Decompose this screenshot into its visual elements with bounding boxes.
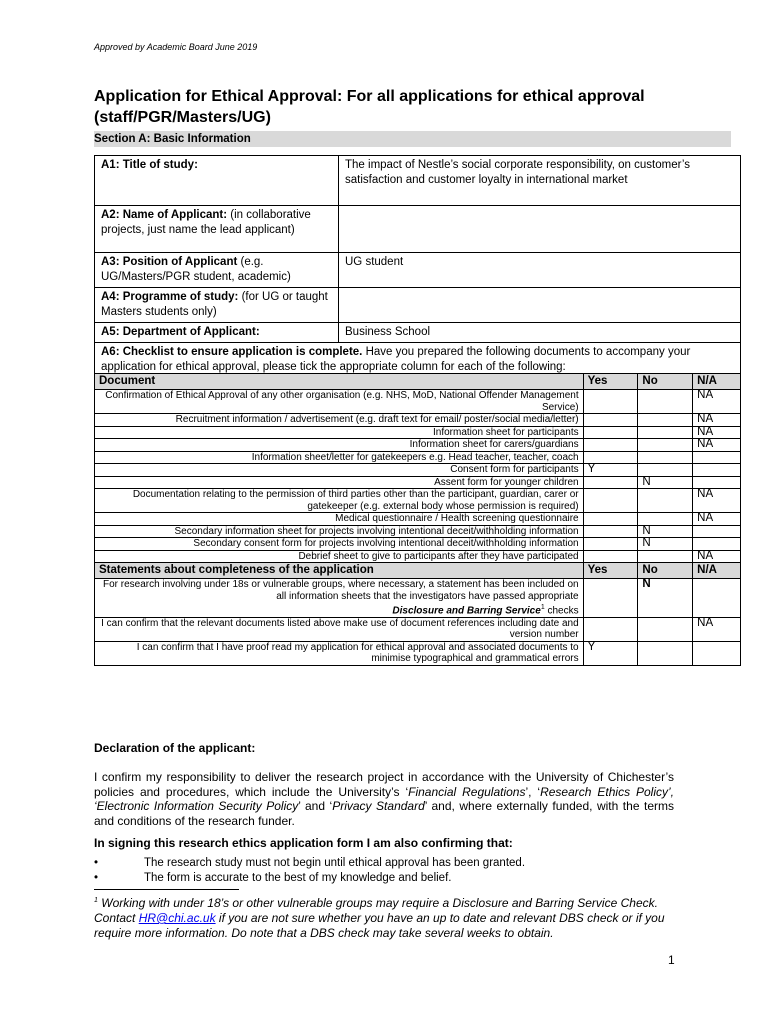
declaration-heading: Declaration of the applicant:: [94, 741, 256, 755]
tick-yes[interactable]: [583, 525, 638, 538]
info-row: [95, 253, 741, 288]
signing-heading: In signing this research ethics application form I am also confirming that:: [94, 836, 513, 850]
document-name: Secondary information sheet for projects involving intentional deceit/withholding information: [95, 525, 584, 538]
tick-no[interactable]: [638, 414, 693, 427]
section-a-heading: Section A: Basic Information: [94, 131, 731, 147]
tick-na[interactable]: NA: [693, 617, 741, 641]
tick-no[interactable]: [638, 550, 693, 563]
checklist-row: [95, 426, 741, 439]
tick-no[interactable]: N: [638, 525, 693, 538]
column-header-na: N/A: [693, 374, 741, 390]
document-name: Information sheet for carers/guardians: [95, 439, 584, 452]
tick-yes[interactable]: [583, 414, 638, 427]
tick-yes[interactable]: [583, 550, 638, 563]
info-value[interactable]: Business School: [339, 323, 741, 343]
tick-no[interactable]: N: [638, 579, 693, 618]
checklist-row: [95, 476, 741, 489]
column-header-na: N/A: [693, 563, 741, 579]
tick-no[interactable]: N: [638, 476, 693, 489]
tick-yes[interactable]: [583, 579, 638, 618]
tick-yes[interactable]: [583, 617, 638, 641]
statement-text: I can confirm that the relevant documents listed above make use of document references including date and version number: [95, 617, 584, 641]
info-row: [95, 206, 741, 253]
tick-no[interactable]: [638, 617, 693, 641]
basic-information-table: [94, 155, 741, 378]
bullet-text: The research study must not begin until ethical approval has been granted.: [144, 857, 526, 869]
statements-header-row: [95, 563, 741, 579]
info-value[interactable]: [339, 288, 741, 323]
tick-no[interactable]: N: [638, 538, 693, 551]
checklist-row: [95, 525, 741, 538]
document-name: Consent form for participants: [95, 464, 584, 477]
column-header-no: No: [638, 374, 693, 390]
column-header-yes: Yes: [583, 563, 638, 579]
document-name: Recruitment information / advertisement (e.g. draft text for email/ poster/social media/letter): [95, 414, 584, 427]
checklist-body: [95, 390, 741, 563]
document-name: Secondary consent form for projects involving intentional deceit/withholding information: [95, 538, 584, 551]
tick-na[interactable]: [693, 464, 741, 477]
checklist-row: [95, 451, 741, 464]
tick-na[interactable]: NA: [693, 426, 741, 439]
a6-checklist-intro: A6: Checklist to ensure application is complete. Have you prepared the following documents to accompany your application for ethical approval, please tick the appropriate column for each of the following:: [95, 343, 741, 378]
bullet-text: The form is accurate to the best of my knowledge and belief.: [144, 872, 452, 884]
tick-no[interactable]: [638, 464, 693, 477]
checklist-row: [95, 464, 741, 477]
footnote-separator: [94, 889, 239, 890]
tick-na[interactable]: [693, 538, 741, 551]
tick-na[interactable]: [693, 476, 741, 489]
checklist-row: [95, 513, 741, 526]
tick-yes[interactable]: Y: [583, 464, 638, 477]
tick-yes[interactable]: [583, 513, 638, 526]
tick-na[interactable]: [693, 525, 741, 538]
tick-no[interactable]: [638, 513, 693, 526]
document-checklist-table: [94, 373, 741, 666]
info-label: A4: Programme of study: (for UG or taught Masters students only): [95, 288, 339, 323]
checklist-row: [95, 538, 741, 551]
tick-no[interactable]: [638, 489, 693, 513]
document-name: Medical questionnaire / Health screening questionnaire: [95, 513, 584, 526]
info-row: [95, 156, 741, 206]
tick-no[interactable]: [638, 439, 693, 452]
document-header: Approved by Academic Board June 2019: [94, 42, 258, 52]
tick-na[interactable]: NA: [693, 489, 741, 513]
document-name: Debrief sheet to give to participants after they have participated: [95, 550, 584, 563]
tick-no[interactable]: [638, 426, 693, 439]
statement-text: For research involving under 18s or vulnerable groups, where necessary, a statement has been included on all information sheets that the investigators have passed appropriate Disclosure and Barring Service$^1$ checks: [95, 579, 584, 618]
checklist-row: [95, 390, 741, 414]
tick-na[interactable]: NA: [693, 439, 741, 452]
checklist-row: [95, 550, 741, 563]
checklist-row: [95, 489, 741, 513]
column-header-yes: Yes: [583, 374, 638, 390]
hr-email-link[interactable]: HR@chi.ac.uk: [138, 911, 216, 925]
tick-na[interactable]: [693, 451, 741, 464]
info-label: A1: Title of study:: [95, 156, 339, 206]
tick-na[interactable]: [693, 641, 741, 665]
tick-na[interactable]: NA: [693, 414, 741, 427]
tick-yes[interactable]: [583, 390, 638, 414]
page-number: 1: [668, 953, 675, 967]
info-value[interactable]: [339, 206, 741, 253]
tick-yes[interactable]: [583, 476, 638, 489]
bullet-icon: •: [94, 857, 99, 869]
tick-na[interactable]: NA: [693, 390, 741, 414]
statement-row: [95, 641, 741, 665]
tick-yes[interactable]: [583, 489, 638, 513]
document-name: Assent form for younger children: [95, 476, 584, 489]
tick-yes[interactable]: [583, 451, 638, 464]
info-label: A3: Position of Applicant (e.g. UG/Masters/PGR student, academic): [95, 253, 339, 288]
tick-na[interactable]: NA: [693, 513, 741, 526]
footnote: $^1$ Working with under 18’s or other vulnerable groups may require a Disclosure and Barring Service Check. Contact HR@chi.ac.uk if you are not sure whether you have an up to date and relevant DBS check or if you require more information. Do note that a DBS check may take several weeks to obtain.: [94, 896, 665, 940]
column-header-document: Document: [95, 374, 584, 390]
document-name: Information sheet for participants: [95, 426, 584, 439]
column-header-statement: Statements about completeness of the application: [95, 563, 584, 579]
tick-na[interactable]: [693, 579, 741, 618]
statement-row: [95, 579, 741, 618]
document-name: Documentation relating to the permission of third parties other than the participant, guardian, carer or gatekeeper (e.g. external body whose permission is required): [95, 489, 584, 513]
declaration-text: I confirm my responsibility to deliver the research project in accordance with the University of Chichester’s policies and procedures, which include the University’s ‘Financial Regulations’, ‘Research Ethics Policy’, ‘Electronic Information Security Policy’ and ‘Privacy Standard’ and, where externally funded, with the terms and conditions of the research funder.: [94, 770, 675, 828]
document-name: Information sheet/letter for gatekeepers e.g. Head teacher, teacher, coach: [95, 451, 584, 464]
checklist-row: [95, 414, 741, 427]
bullet-icon: •: [94, 872, 99, 884]
column-header-no: No: [638, 563, 693, 579]
tick-no[interactable]: [638, 390, 693, 414]
info-value[interactable]: The impact of Nestle’s social corporate responsibility, on customer’s satisfaction and customer loyalty in international market: [339, 156, 741, 206]
checklist-row: [95, 439, 741, 452]
tick-yes[interactable]: [583, 439, 638, 452]
tick-yes[interactable]: [583, 426, 638, 439]
info-row: [95, 323, 741, 343]
statement-row: [95, 617, 741, 641]
info-row: [95, 288, 741, 323]
tick-yes[interactable]: [583, 538, 638, 551]
tick-no[interactable]: [638, 641, 693, 665]
info-label: A5: Department of Applicant:: [95, 323, 339, 343]
tick-yes[interactable]: Y: [583, 641, 638, 665]
statement-text: I can confirm that I have proof read my application for ethical approval and associated documents to minimise typographical and grammatical errors: [95, 641, 584, 665]
page-title: Application for Ethical Approval: For all applications for ethical approval (staff/PGR/Masters/UG): [94, 88, 645, 126]
tick-na[interactable]: NA: [693, 550, 741, 563]
tick-no[interactable]: [638, 451, 693, 464]
info-value[interactable]: UG student: [339, 253, 741, 288]
document-name: Confirmation of Ethical Approval of any other organisation (e.g. NHS, MoD, National Offender Management Service): [95, 390, 584, 414]
info-label: A2: Name of Applicant: (in collaborative projects, just name the lead applicant): [95, 206, 339, 253]
checklist-header-row: [95, 374, 741, 390]
